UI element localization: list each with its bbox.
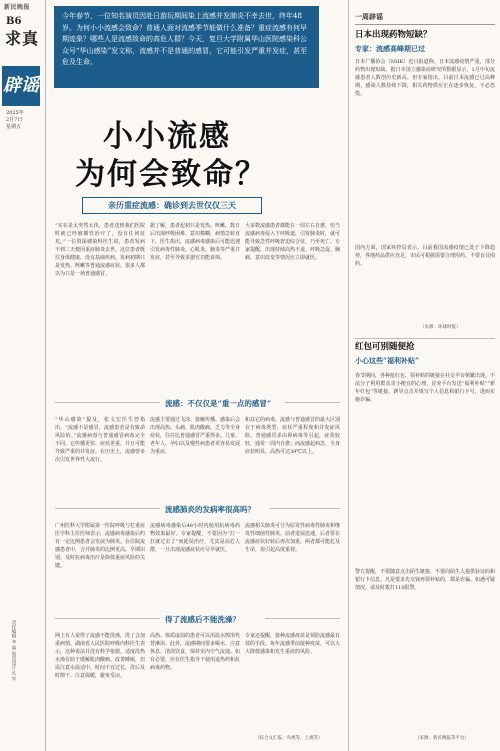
headline: [75, 118, 267, 193]
item-1-text: 日本广播协会（NHK）近日报道称，日本流感疫情严重，部分药物出现短缺。据日本国立感染症研究所数据显示，1月中旬流感患者人数创历史新高。但专家指出，目前日本流感已过高峰期，感染人数持续下降，相关药物供应正在逐步恢复，不必恐慌。: [355, 59, 495, 97]
section-3-col-1: 网上有人说得了流感不能洗澡，洗了会加重病情。湖南省人民医院呼吸内科医生表示，这种说法并没有科学依据。适度洗热水澡有助于缓解肌肉酸痛、改善睡眠，但需注意水温适中、时间不宜过长，洗后及时擦干、注意保暖，避免受凉。: [55, 633, 145, 679]
section-heading-3: 得了流感后不能洗澡？: [165, 615, 240, 624]
column-name: 辟谣: [2, 66, 40, 106]
date-year: 2025年: [6, 110, 24, 116]
subhead: 亲历重症流感：确诊到去世仅仅三天: [82, 197, 262, 214]
section-title: 求真: [5, 29, 40, 48]
divider: [55, 618, 160, 619]
section-2-col-1: 广州医科大学附属第一医院呼吸与危重症医学科主任医师表示，流感病毒感染后约有一定比例患者会发展为肺炎。在住院流感患者中，合并肺炎的比例更高。早期识别、及时抗病毒治疗是降低重症风险的关键。: [55, 523, 145, 569]
date-weekday: 星期五: [6, 124, 22, 130]
headline-line-1: 小小流感: [103, 119, 231, 154]
item-2-credit: （来源：新民晚报等平台）: [415, 736, 469, 741]
article-col-1: “实在是太突然太快，患者送到我们医院时就已经被插管治疗了，没有任何征兆。”一位资深感染科医生说，患者发病不到三天便因重症肺炎去世。这位患者既往身体健康，没有基础疾病，发病初期只是发热、咳嗽等普通流感症状，很多人都以为只是一场普通感冒。: [55, 223, 145, 277]
right-column-label: 一周辟谣: [355, 12, 383, 21]
divider: [355, 338, 495, 339]
section-1-col-3: 和其它的病毒。流感与普通感冒的最大区别在于病毒类型、症状严重程度和并发症风险。普通感冒多由鼻病毒等引起，症状较轻，通常一周内自愈；而流感起病急、全身症状明显，高热可达39℃以上。: [245, 417, 340, 455]
divider: [285, 402, 340, 403]
section-2-col-3: 流感相关肺炎可分为原发性病毒性肺炎和继发性细菌性肺炎。前者进展迅速，后者常在流感症状好转后再次加重。两者都可能危及生命，需引起高度重视。: [245, 523, 340, 553]
item-1-credit: （来源：环球时报）: [420, 325, 461, 330]
editor-credit: 责任编辑 李 娟 视觉设计 孔 军: [11, 620, 16, 682]
section-3-col-3: 专家还提醒，接种流感疫苗是预防流感最有效的手段。每年流感季前接种疫苗，可以大大降低感染和发生重症的风险。: [245, 633, 340, 655]
item-2-subtitle: 小心这些“福利补贴”: [355, 356, 420, 365]
right-column-rule: [355, 24, 495, 25]
page-number: B6: [6, 16, 22, 27]
section-1-col-2: 流感主要通过飞沫、接触传播。感染后会出现高热、头痛、肌肉酸痛、乏力等全身症状，往往比普通感冒严重得多。儿童、老年人、孕妇以及慢性病患者更容易发展为重症。: [150, 417, 240, 455]
section-1-col-1: “华山感染”提及，张文宏医生曾指出，“流感不是感冒，流感患者是有致命风险的。”流感病毒与普通感冒病毒完全不同，它传播更快、症状更重，并且可能导致严重的并发症。在历史上，流感曾多次引发世界性大流行。: [55, 417, 145, 463]
section-heading-1: 流感：不仅仅是“重一点的感冒”: [165, 399, 272, 408]
paper-name: 新民晚报: [4, 4, 31, 11]
item-1-title: 日本出现药物短缺？: [355, 30, 432, 40]
divider: [55, 402, 160, 403]
section-3-col-2: 高热、体质虚弱的患者可以用温水擦浴代替淋浴。此外，流感期间要多喝水、注意休息、清淡饮食，保持室内空气流通。如有必要，应在医生指导下使用退热药和抗病毒药物。: [150, 633, 240, 671]
article-col-3: 大多数流感患者都能在一周左右自愈，但当流感病毒侵入下呼吸道，引发肺炎时，就可能导致急性呼吸窘迫综合征，乃至死亡。专家提醒，出现持续高热不退、呼吸急促、胸痛、意识改变等情况应立即就医。: [245, 223, 340, 261]
divider: [270, 508, 340, 509]
left-margin-rule: [45, 0, 46, 751]
column-divider: [348, 0, 349, 751]
item-1-text-b: 国内方面，国家疾控局表示，目前我国流感疫情已处于下降趋势，各地药品供应充足，市民可根据需要合理用药，不要盲目囤药。: [355, 245, 495, 267]
item-2-title: 红包可别随便抢: [355, 342, 415, 352]
section-heading-2: 流感肺炎的发病率很高吗？: [165, 505, 255, 514]
credit-line: （综合文汇报、央视等，上观等）: [255, 736, 323, 741]
divider: [265, 618, 340, 619]
item-2-text-b: 警方提醒，不要随意点击陌生链接，不要向陌生人提供验证码和银行卡信息。凡是要求先交钱再领补贴的，都是诈骗。如遇可疑情况，请及时拨打110报警。: [355, 569, 495, 591]
item-2-text: 春节期间，各种抢红包、领补贴的链接在社交平台频繁出现。不法分子利用群众贪小便宜的心理，冒充平台发送“福利补贴”“新年红包”等链接，诱导点击并填写个人信息和银行卡号，进而实施诈骗。: [355, 373, 495, 403]
headline-line-2: 为何会致命？: [75, 156, 267, 192]
intro-box: 今年春节，一位知名演员因赴日游玩期间染上流感并发肺炎不幸去世，终年48岁。为何小小流感会致命？普通人面对流感季节能做什么准备？重症流感有何早期迹象？哪些人是流感致命的高危人群？今天，复旦大学附属华山医院感染科公众号“华山感染”发文称，流感并不是普通的感冒，它可能引发严重并发症，甚至危及生命。: [54, 6, 319, 88]
date-day: 2月7日: [6, 117, 23, 123]
divider: [55, 508, 160, 509]
article-col-2: 据了解，患者起初只是发热、咳嗽，数日后出现呼吸困难、意识模糊，病情急转直下。医生指出，流感病毒感染后可能迅速引发病毒性肺炎、心肌炎、脑炎等严重并发症，甚至导致多器官功能衰竭。: [150, 223, 240, 261]
issue-date: [6, 110, 24, 131]
item-1-subtitle: 专家：流感高峰期已过: [355, 44, 425, 53]
section-2-col-2: 流感病毒感染后48小时内使用抗病毒药物效果最好。专家提醒，不要因为“扛一扛就过去了”而延误治疗，尤其是高危人群，一旦出现流感症状应尽早就医。: [150, 523, 240, 553]
